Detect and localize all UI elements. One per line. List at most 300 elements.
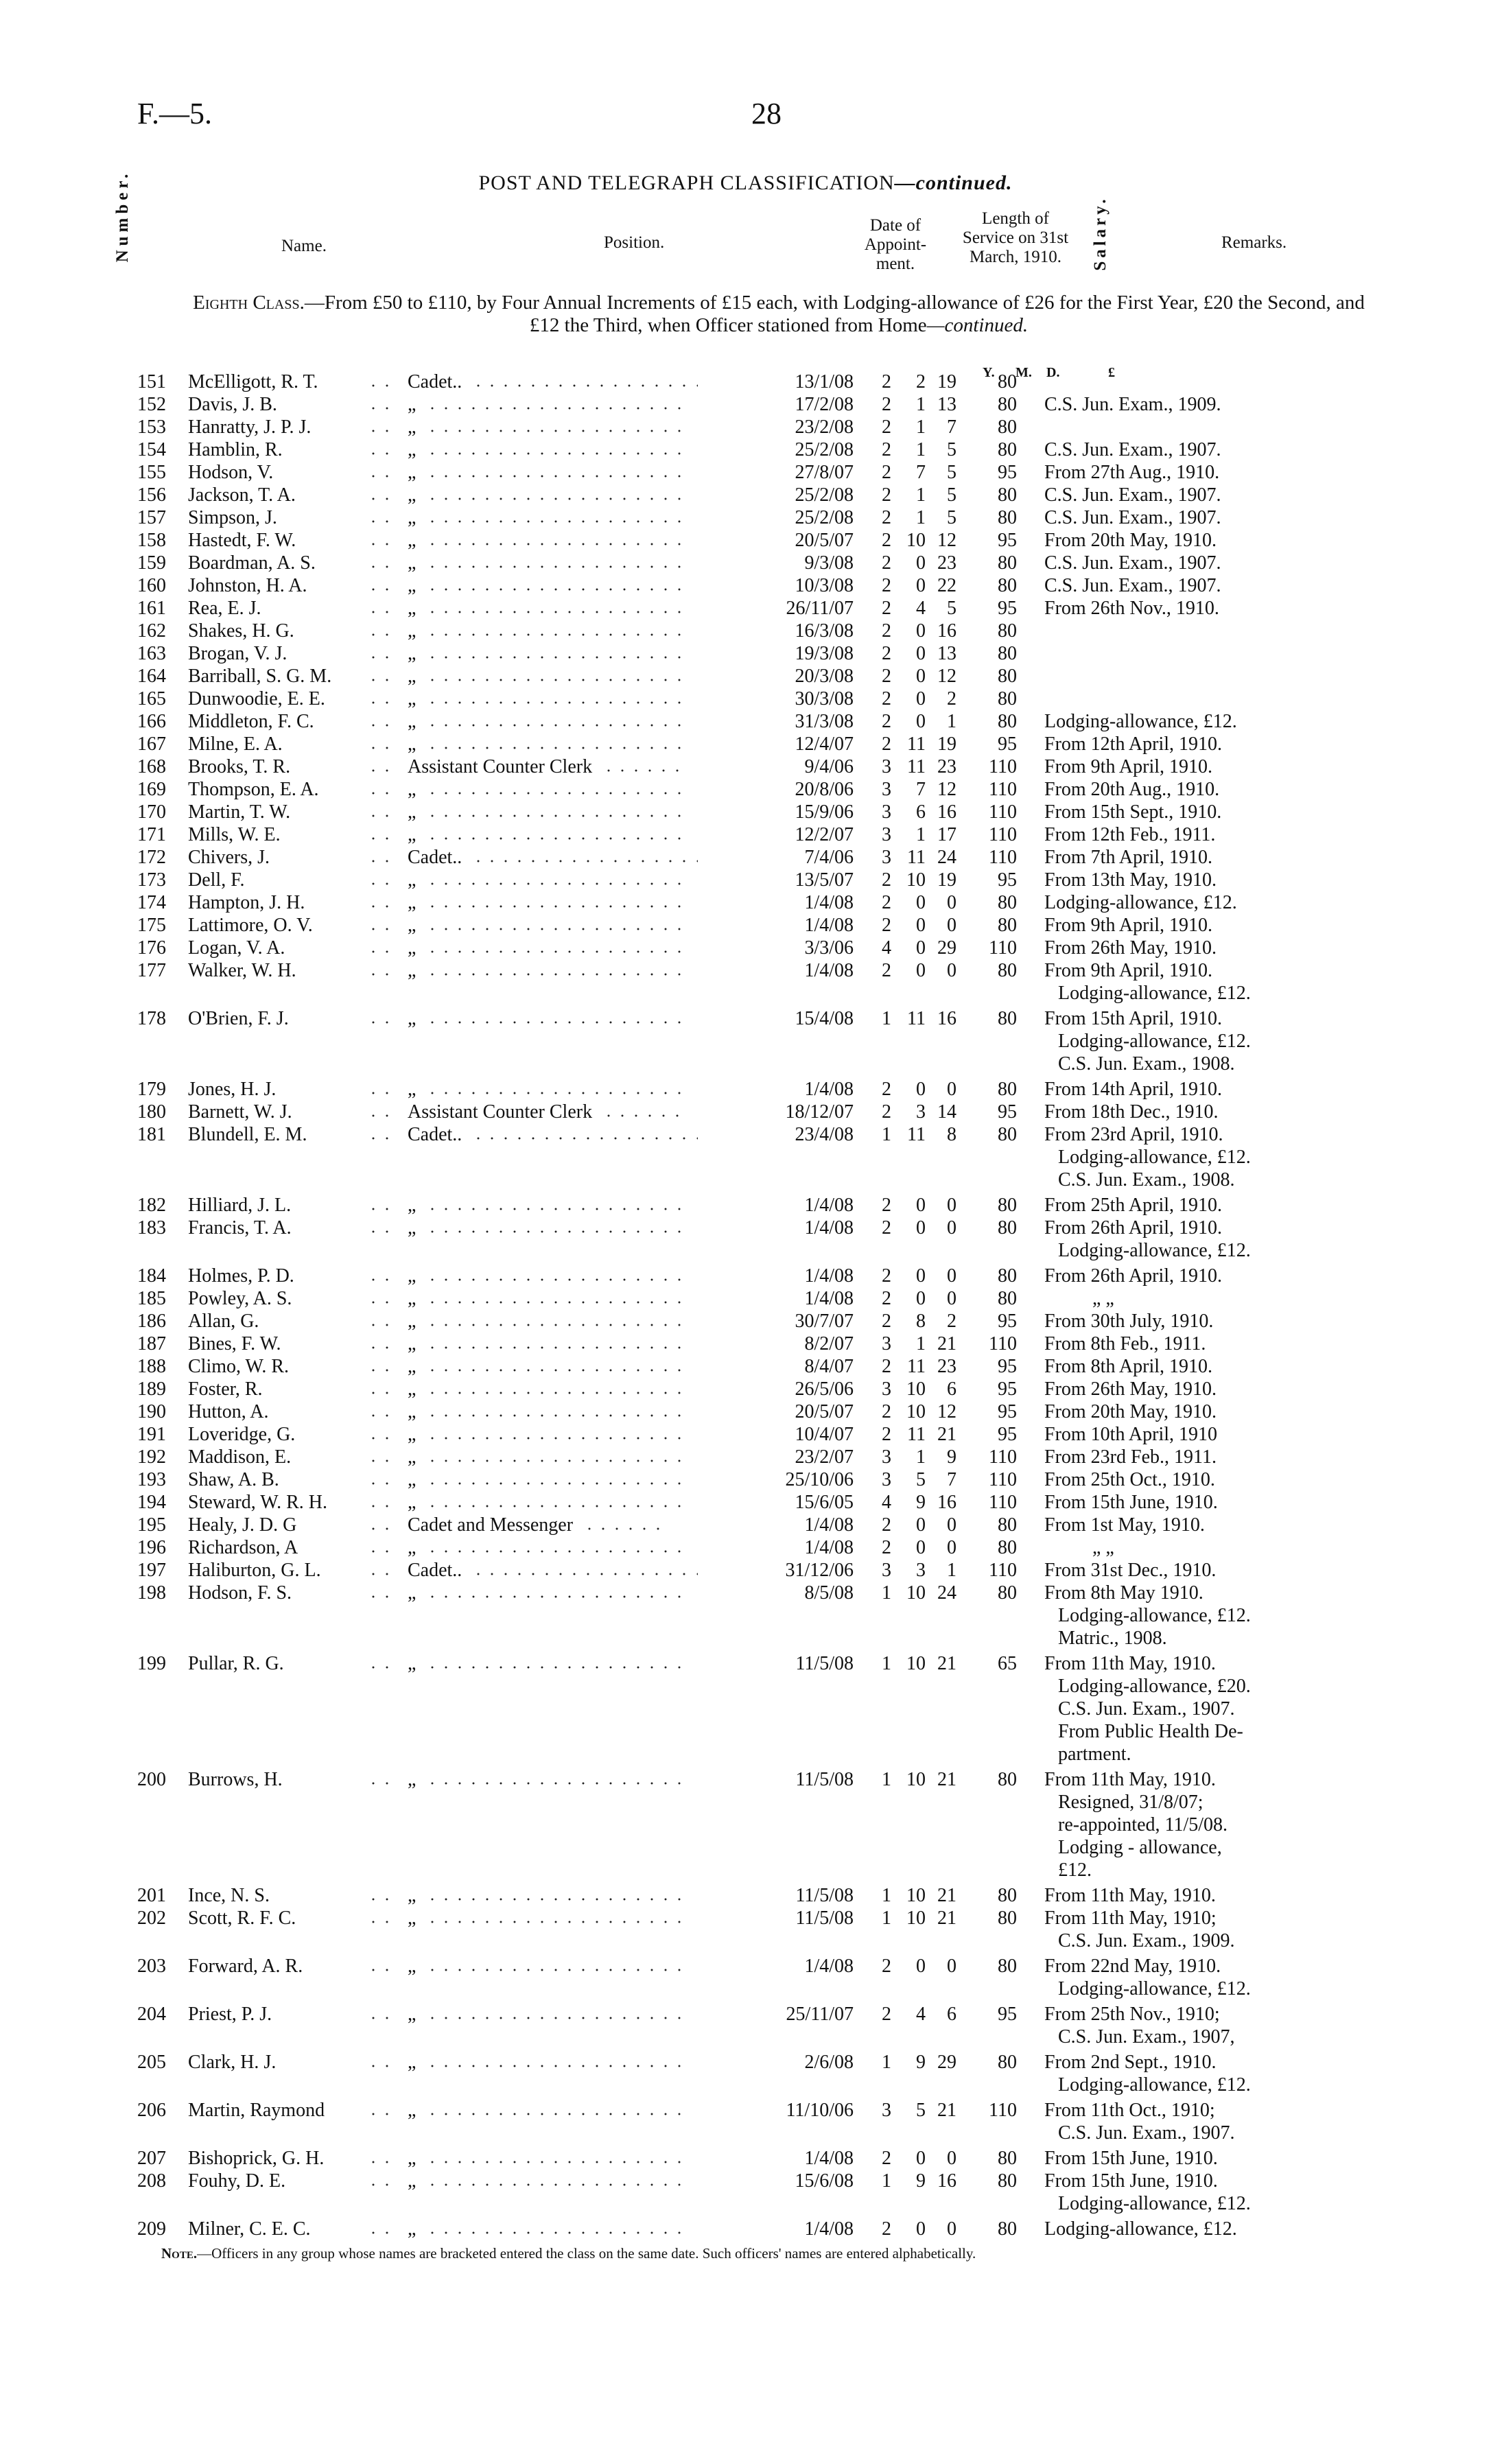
column-header-name: Name. [281, 237, 327, 255]
service-years: 2 [882, 1101, 891, 1123]
position-text: „ [408, 1333, 416, 1354]
table-row [137, 1333, 1386, 1355]
service-months: 0 [916, 1956, 926, 1977]
dot-leader [353, 597, 408, 620]
table-row [137, 710, 1386, 733]
appointment-date: 8/2/07 [804, 1333, 854, 1354]
dot-leader [353, 710, 408, 733]
remark-line: C.S. Jun. Exam., 1909. [1058, 1930, 1235, 1951]
appointment-date: 10/3/08 [795, 575, 854, 596]
dot-leader [425, 406, 686, 410]
row-number: 178 [137, 1008, 166, 1029]
remark-line: From 9th April, 1910. [1044, 960, 1213, 981]
remarks [1044, 620, 1275, 642]
salary: 110 [989, 1469, 1017, 1490]
salary: 80 [998, 666, 1017, 687]
remark-line: Lodging-allowance, £12. [1058, 1240, 1251, 1261]
appointment-date: 1/4/08 [804, 1265, 854, 1287]
salary: 95 [998, 734, 1017, 755]
dot-leader [425, 565, 686, 569]
unit-months: M. [1015, 365, 1032, 380]
dot-leader [583, 1527, 665, 1531]
table-row [137, 891, 1386, 914]
row-number: 180 [137, 1101, 166, 1123]
officer-name: Shaw, A. B. [188, 1469, 279, 1490]
remark-line: From 23rd Feb., 1911. [1044, 1446, 1217, 1468]
service-years: 2 [882, 1311, 891, 1332]
service-years: 2 [882, 1079, 891, 1100]
remark-line: From 26th May, 1910. [1044, 1378, 1217, 1400]
dot-leader [353, 778, 408, 801]
officer-name: Hamblin, R. [188, 439, 283, 460]
table-row [137, 1194, 1386, 1217]
salary: 80 [998, 394, 1017, 415]
officer-position [408, 1265, 751, 1287]
service-months: 0 [916, 960, 926, 981]
position-text: „ [408, 915, 416, 936]
salary: 80 [998, 643, 1017, 664]
salary: 95 [998, 1424, 1017, 1445]
officer-position [408, 1355, 751, 1378]
dot-leader [602, 768, 684, 773]
service-days: 2 [947, 1311, 956, 1332]
dot-leader [353, 1559, 408, 1582]
service-days: 19 [937, 734, 956, 755]
table-row [137, 914, 1386, 937]
table-row [137, 552, 1386, 574]
remark-line: From 26th May, 1910. [1044, 937, 1217, 959]
remark-line: From 2nd Sept., 1910. [1044, 2052, 1217, 2073]
dot-leader [353, 1582, 408, 1650]
position-text: „ [408, 1653, 416, 1674]
service-months: 1 [916, 484, 926, 506]
officer-position [408, 438, 751, 461]
salary: 95 [998, 2004, 1017, 2025]
table-row [137, 2099, 1386, 2144]
column-header-number [113, 169, 161, 316]
row-number: 201 [137, 1885, 166, 1906]
service-years: 2 [882, 552, 891, 574]
officer-position [408, 2003, 751, 2048]
service-years: 3 [882, 1560, 891, 1581]
appointment-date: 8/5/08 [804, 1582, 854, 1604]
service-days: 16 [937, 1492, 956, 1513]
table-row [137, 506, 1386, 529]
appointment-date: 15/6/05 [795, 1492, 854, 1513]
service-years: 2 [882, 1356, 891, 1377]
service-months: 11 [907, 847, 926, 868]
title-suffix: —continued. [894, 172, 1013, 194]
remarks [1044, 1194, 1275, 1217]
table-row [137, 642, 1386, 665]
service-years: 2 [882, 2148, 891, 2169]
appointment-date: 1/4/08 [804, 2148, 854, 2169]
remarks [1044, 1582, 1275, 1650]
remarks [1044, 1217, 1275, 1262]
remark-line: C.S. Jun. Exam., 1908. [1058, 1053, 1235, 1075]
salary: 95 [998, 598, 1017, 619]
column-header-number-text: Number. [113, 169, 132, 263]
appointment-date: 16/3/08 [795, 620, 854, 642]
table-row [137, 959, 1386, 1005]
remarks [1044, 959, 1275, 1005]
dot-leader [425, 2160, 686, 2164]
service-months: 1 [916, 416, 926, 438]
remark-line: C.S. Jun. Exam., 1907. [1058, 1698, 1235, 1720]
page-number: 28 [751, 97, 782, 130]
dot-leader [353, 393, 408, 416]
row-number: 194 [137, 1492, 166, 1513]
salary: 95 [998, 1311, 1017, 1332]
service-months: 11 [907, 756, 926, 777]
row-number: 206 [137, 2100, 166, 2121]
position-text: Assistant Counter Clerk [408, 1101, 593, 1123]
row-number: 208 [137, 2170, 166, 2192]
service-years: 3 [882, 1446, 891, 1468]
service-days: 0 [947, 1195, 956, 1216]
service-months: 10 [906, 869, 926, 891]
service-months: 11 [907, 1124, 926, 1145]
remarks [1044, 484, 1275, 506]
position-text: „ [408, 711, 416, 732]
dot-leader [353, 416, 408, 438]
dot-leader [425, 497, 686, 501]
row-number: 177 [137, 960, 166, 981]
dot-leader [425, 2183, 686, 2187]
officer-name: Milne, E. A. [188, 734, 283, 755]
service-months: 1 [916, 1446, 926, 1468]
remarks [1044, 1423, 1275, 1446]
table-row [137, 1446, 1386, 1468]
service-days: 21 [937, 1885, 956, 1906]
row-number: 205 [137, 2052, 166, 2073]
remark-line: From 8th Feb., 1911. [1044, 1333, 1206, 1354]
appointment-date: 11/5/08 [795, 1653, 854, 1674]
appointment-date: 23/2/08 [795, 416, 854, 438]
position-text: „ [408, 1195, 416, 1216]
row-number: 187 [137, 1333, 166, 1354]
position-text: „ [408, 1401, 416, 1422]
service-years: 3 [882, 801, 891, 823]
remark-line: Lodging-allowance, £12. [1044, 2218, 1237, 2240]
service-months: 10 [906, 1401, 926, 1422]
service-days: 16 [937, 1008, 956, 1029]
row-number: 167 [137, 734, 166, 755]
service-days: 14 [937, 1101, 956, 1123]
remarks [1044, 1378, 1275, 1400]
service-years: 2 [882, 915, 891, 936]
remark-line: From 15th June, 1910. [1044, 2148, 1218, 2169]
appointment-date: 25/2/08 [795, 484, 854, 506]
remarks [1044, 1884, 1275, 1907]
officer-position [408, 755, 751, 778]
remark-line: From 22nd May, 1910. [1044, 1956, 1221, 1977]
appointment-date: 15/6/08 [795, 2170, 854, 2192]
officer-position [408, 597, 751, 620]
salary: 80 [998, 371, 1017, 392]
appointment-date: 1/4/08 [804, 1537, 854, 1558]
row-number: 209 [137, 2218, 166, 2240]
table-row [137, 801, 1386, 823]
dot-leader [471, 859, 698, 863]
dot-leader [353, 801, 408, 823]
officer-position [408, 1217, 751, 1262]
remark-line: Lodging-allowance, £12. [1058, 1147, 1251, 1168]
officer-name: Hastedt, F. W. [188, 530, 296, 551]
table-row [137, 1423, 1386, 1446]
service-months: 0 [916, 643, 926, 664]
appointment-date: 30/3/08 [795, 688, 854, 709]
row-number: 200 [137, 1769, 166, 1790]
officer-name: O'Brien, F. J. [188, 1008, 289, 1029]
appointment-date: 1/4/08 [804, 1514, 854, 1536]
position-text: „ [408, 960, 416, 981]
remarks [1044, 552, 1275, 574]
table-row [137, 1884, 1386, 1907]
officer-name: Powley, A. S. [188, 1288, 292, 1309]
service-years: 2 [882, 1514, 891, 1536]
remark-line: C.S. Jun. Exam., 1907, [1058, 2026, 1235, 2048]
remark-line: C.S. Jun. Exam., 1907. [1058, 2122, 1235, 2144]
folio-label: F.—5. [137, 97, 212, 130]
dot-leader [425, 814, 686, 818]
row-number: 172 [137, 847, 166, 868]
dot-leader [353, 688, 408, 710]
salary: 110 [989, 847, 1017, 868]
officer-position [408, 937, 751, 959]
service-months: 10 [906, 530, 926, 551]
officer-name: Hodson, F. S. [188, 1582, 292, 1604]
position-text: „ [408, 643, 416, 664]
officer-position [408, 1310, 751, 1333]
dot-leader [353, 642, 408, 665]
service-years: 2 [882, 666, 891, 687]
row-number: 182 [137, 1195, 166, 1216]
remark-line: From 13th May, 1910. [1044, 869, 1217, 891]
officer-position [408, 484, 751, 506]
service-months: 10 [906, 1885, 926, 1906]
table-row [137, 438, 1386, 461]
remark-line: From 31st Dec., 1910. [1044, 1560, 1217, 1581]
service-years: 1 [882, 1653, 891, 1674]
dot-leader [425, 1020, 686, 1024]
service-months: 7 [916, 779, 926, 800]
service-days: 19 [937, 371, 956, 392]
dot-leader [353, 823, 408, 846]
service-days: 0 [947, 1956, 956, 1977]
dot-leader [425, 1346, 686, 1350]
officer-name: Richardson, A [188, 1537, 298, 1558]
row-number: 159 [137, 552, 166, 574]
officer-position [408, 1423, 751, 1446]
officer-name: Blundell, E. M. [188, 1124, 307, 1145]
service-years: 2 [882, 620, 891, 642]
dot-leader [353, 574, 408, 597]
service-days: 21 [937, 2100, 956, 2121]
position-text: „ [408, 734, 416, 755]
remark-line: Lodging-allowance, £12. [1058, 2193, 1251, 2214]
salary: 80 [998, 1514, 1017, 1536]
row-number: 171 [137, 824, 166, 845]
salary: 110 [989, 801, 1017, 823]
officer-name: Priest, P. J. [188, 2004, 272, 2025]
officer-name: Davis, J. B. [188, 394, 277, 415]
remarks [1044, 1491, 1275, 1514]
position-text: „ [408, 1288, 416, 1309]
service-months: 4 [916, 2004, 926, 2025]
dot-leader [353, 1007, 408, 1075]
position-text: „ [408, 1424, 416, 1445]
dot-leader [353, 2147, 408, 2170]
table-row [137, 1468, 1386, 1491]
remark-line: From Public Health De- [1058, 1721, 1243, 1742]
position-text: Cadet.. [408, 1560, 462, 1581]
officer-name: Hampton, J. H. [188, 892, 305, 913]
table-row [137, 416, 1386, 438]
remarks [1044, 393, 1275, 416]
column-header-date: Date of Appoint-ment. [864, 216, 927, 273]
dot-leader [353, 1536, 408, 1559]
remark-line: „ „ [1092, 1288, 1114, 1309]
officer-position [408, 1514, 751, 1536]
service-months: 0 [916, 2218, 926, 2240]
officer-name: Hilliard, J. L. [188, 1195, 292, 1216]
dot-leader [425, 1968, 686, 1972]
row-number: 166 [137, 711, 166, 732]
dot-leader [353, 937, 408, 959]
appointment-date: 13/1/08 [795, 371, 854, 392]
service-years: 1 [882, 1008, 891, 1029]
officer-position [408, 393, 751, 416]
dot-leader [353, 1194, 408, 1217]
service-days: 21 [937, 1908, 956, 1929]
appointment-date: 8/4/07 [804, 1356, 854, 1377]
officer-name: Climo, W. R. [188, 1356, 290, 1377]
officer-position [408, 778, 751, 801]
service-years: 2 [882, 484, 891, 506]
row-number: 184 [137, 1265, 166, 1287]
appointment-date: 11/5/08 [795, 1885, 854, 1906]
dot-leader [471, 384, 698, 388]
service-days: 16 [937, 801, 956, 823]
officer-name: Clark, H. J. [188, 2052, 277, 2073]
position-text: Cadet.. [408, 371, 462, 392]
officer-position [408, 1446, 751, 1468]
position-text: „ [408, 1885, 416, 1906]
dot-leader [353, 2170, 408, 2215]
dot-leader [353, 1491, 408, 1514]
officer-position [408, 1287, 751, 1310]
dot-leader [425, 633, 686, 637]
appointment-date: 18/12/07 [785, 1101, 854, 1123]
service-days: 5 [947, 598, 956, 619]
salary: 80 [998, 416, 1017, 438]
officer-name: Steward, W. R. H. [188, 1492, 327, 1513]
service-days: 24 [937, 1582, 956, 1604]
appointment-date: 15/4/08 [795, 1008, 854, 1029]
service-days: 8 [947, 1124, 956, 1145]
salary: 110 [989, 756, 1017, 777]
dot-leader [353, 371, 408, 393]
remarks [1044, 2147, 1275, 2170]
position-text: Assistant Counter Clerk [408, 756, 593, 777]
remarks [1044, 1768, 1275, 1881]
footnote [161, 2245, 1396, 2262]
service-years: 3 [882, 1378, 891, 1400]
officer-name: Dell, F. [188, 869, 245, 891]
position-text: „ [408, 937, 416, 959]
remarks [1044, 1400, 1275, 1423]
dot-leader [425, 927, 686, 931]
service-days: 13 [937, 643, 956, 664]
service-months: 11 [907, 1008, 926, 1029]
position-text: „ [408, 1492, 416, 1513]
service-months: 3 [916, 1101, 926, 1123]
column-header-salary-text: Salary. [1091, 196, 1110, 271]
table-row [137, 823, 1386, 846]
service-years: 2 [882, 1217, 891, 1239]
salary: 80 [998, 507, 1017, 528]
table-row [137, 778, 1386, 801]
position-text: „ [408, 1311, 416, 1332]
appointment-date: 9/3/08 [804, 552, 854, 574]
officer-name: Hutton, A. [188, 1401, 269, 1422]
table-row [137, 688, 1386, 710]
salary: 95 [998, 462, 1017, 483]
salary: 80 [998, 1582, 1017, 1604]
dot-leader [471, 1136, 698, 1140]
salary: 80 [998, 439, 1017, 460]
service-days: 0 [947, 1265, 956, 1287]
dot-leader [353, 1652, 408, 1765]
remarks [1044, 1446, 1275, 1468]
service-months: 11 [907, 1424, 926, 1445]
position-text: „ [408, 1769, 416, 1790]
service-years: 2 [882, 1265, 891, 1287]
salary: 80 [998, 620, 1017, 642]
officer-position [408, 1884, 751, 1907]
dot-leader [425, 519, 686, 524]
remarks [1044, 1955, 1275, 2000]
class-heading [178, 292, 1379, 337]
service-days: 0 [947, 1079, 956, 1100]
officer-name: Brogan, V. J. [188, 643, 287, 664]
service-years: 2 [882, 643, 891, 664]
service-years: 3 [882, 824, 891, 845]
salary: 80 [998, 1008, 1017, 1029]
row-number: 197 [137, 1560, 166, 1581]
dot-leader [425, 1920, 686, 1924]
position-text: „ [408, 439, 416, 460]
remarks [1044, 1287, 1275, 1310]
table-row [137, 1955, 1386, 2000]
service-years: 2 [882, 416, 891, 438]
service-days: 12 [937, 530, 956, 551]
appointment-date: 25/2/08 [795, 507, 854, 528]
table-row [137, 1652, 1386, 1765]
officer-name: Milner, C. E. C. [188, 2218, 311, 2240]
remarks [1044, 1355, 1275, 1378]
remark-line: From 26th April, 1910. [1044, 1265, 1223, 1287]
officer-position [408, 2218, 751, 2240]
service-months: 4 [916, 598, 926, 619]
officer-name: Fouhy, D. E. [188, 2170, 286, 2192]
dot-leader [425, 1413, 686, 1418]
salary: 80 [998, 1124, 1017, 1145]
salary: 80 [998, 688, 1017, 709]
position-text: „ [408, 2170, 416, 2192]
position-text: „ [408, 1265, 416, 1287]
